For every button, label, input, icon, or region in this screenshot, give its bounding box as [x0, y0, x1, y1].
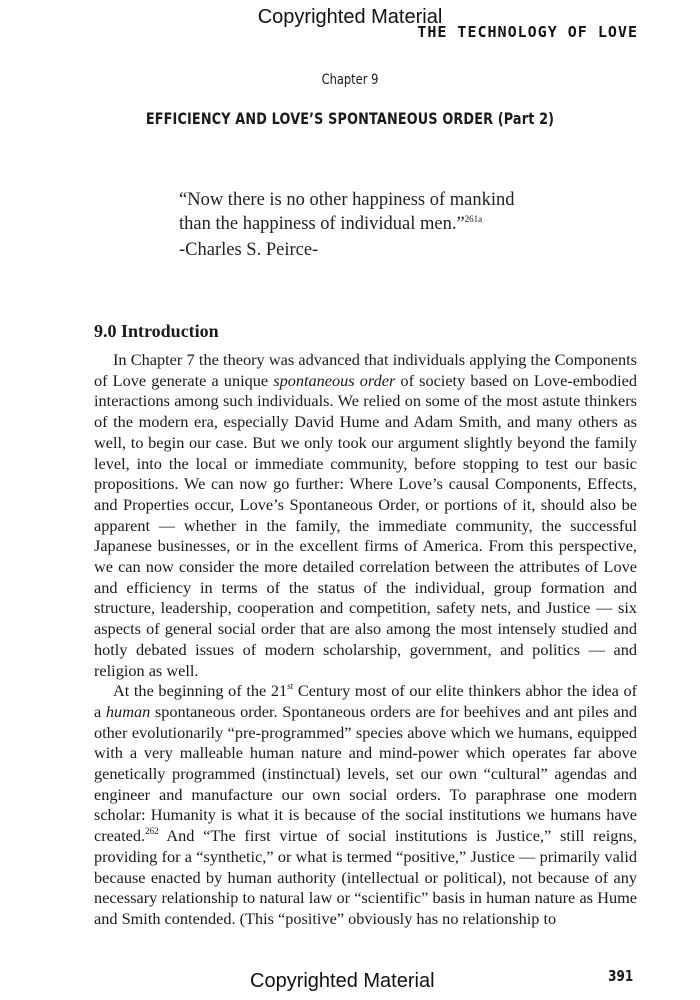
- epigraph-line-text: than the happiness of individual men.”: [179, 214, 465, 234]
- body-text: [94, 350, 637, 930]
- paragraph-text: of society based on Love-embodied interactions among such individuals. We relied on some of the most astute thinkers of the modern era, especially David Hume and Adam Smith, and many others as well, to begin our case. But we only took our argument slightly beyond the family level, into the local or immediate community, before stopping to test our basic propositions. We can now go further: Where Love’s causal Components, Effects, and Properties occur, Love’s Spontaneous Order, or portions of it, should also be apparent — whether in the family, the immediate community, the successful Japanese businesses, or in the excellent firms of America. From this perspective, we can now consider the more detailed correlation between the attributes of Love and efficiency in terms of the status of the individual, group formation and structure, leadership, cooperation and competition, safety nets, and Justice — six aspects of general social order that are also among the most intensely studied and hotly debated issues of modern scholarship, government, and politics — and religion as well.: [94, 370, 637, 680]
- epigraph: [179, 188, 599, 262]
- paragraph: [94, 350, 637, 681]
- paragraph: [94, 681, 637, 929]
- emphasis: human: [105, 701, 151, 721]
- running-head: THE TECHNOLOGY OF LOVE: [417, 23, 638, 41]
- epigraph-line: [179, 212, 599, 236]
- paragraph-text: Century most of our elite thinkers abhor the idea of a: [94, 681, 638, 721]
- emphasis: spontaneous order: [273, 370, 396, 390]
- chapter-title: EFFICIENCY AND LOVE’S SPONTANEOUS ORDER (Part 2): [145, 109, 555, 128]
- paragraph-text: In Chapter 7 the theory was advanced that individuals applying the Components of Love generate a unique: [94, 350, 637, 390]
- chapter-label: Chapter 9: [321, 72, 379, 88]
- footnote-marker: 261a: [464, 214, 483, 224]
- paragraph-text: spontaneous order. Spontaneous orders are for beehives and ant piles and other evolutionarily “pre-programmed” species above which we humans, equipped with a very malleable human nature and mind-power which operates far above genetically programmed (instinctual) levels, set our own “cultural” agendas and engineer and manufacture our own social orders. To paraphrase one modern scholar: Humanity is what it is because of the social institutions we humans have created.: [94, 701, 637, 846]
- epigraph-line: “Now there is no other happiness of mankind: [179, 190, 515, 210]
- section-heading: 9.0 Introduction: [94, 321, 219, 341]
- page-number: 391: [607, 967, 633, 985]
- footnote-marker: 262: [145, 826, 159, 837]
- paragraph-text: And “The first virtue of social institutions is Justice,” still reigns, providing for a “synthetic,” or what is termed “positive,” Justice — primarily valid because enacted by human authority (intellectual or political), not because of any necessary relationship to natural law or “scientific” basis in human nature as Hume and Smith contended. (This “positive” obviously has no relationship to: [94, 826, 637, 928]
- superscript: st: [287, 681, 294, 692]
- copyright-watermark-bottom: Copyrighted Material: [250, 970, 435, 992]
- copyright-watermark-top: Copyrighted Material: [257, 6, 443, 28]
- paragraph-text: At the beginning of the 21: [113, 681, 288, 701]
- epigraph-attribution: -Charles S. Peirce-: [179, 240, 319, 260]
